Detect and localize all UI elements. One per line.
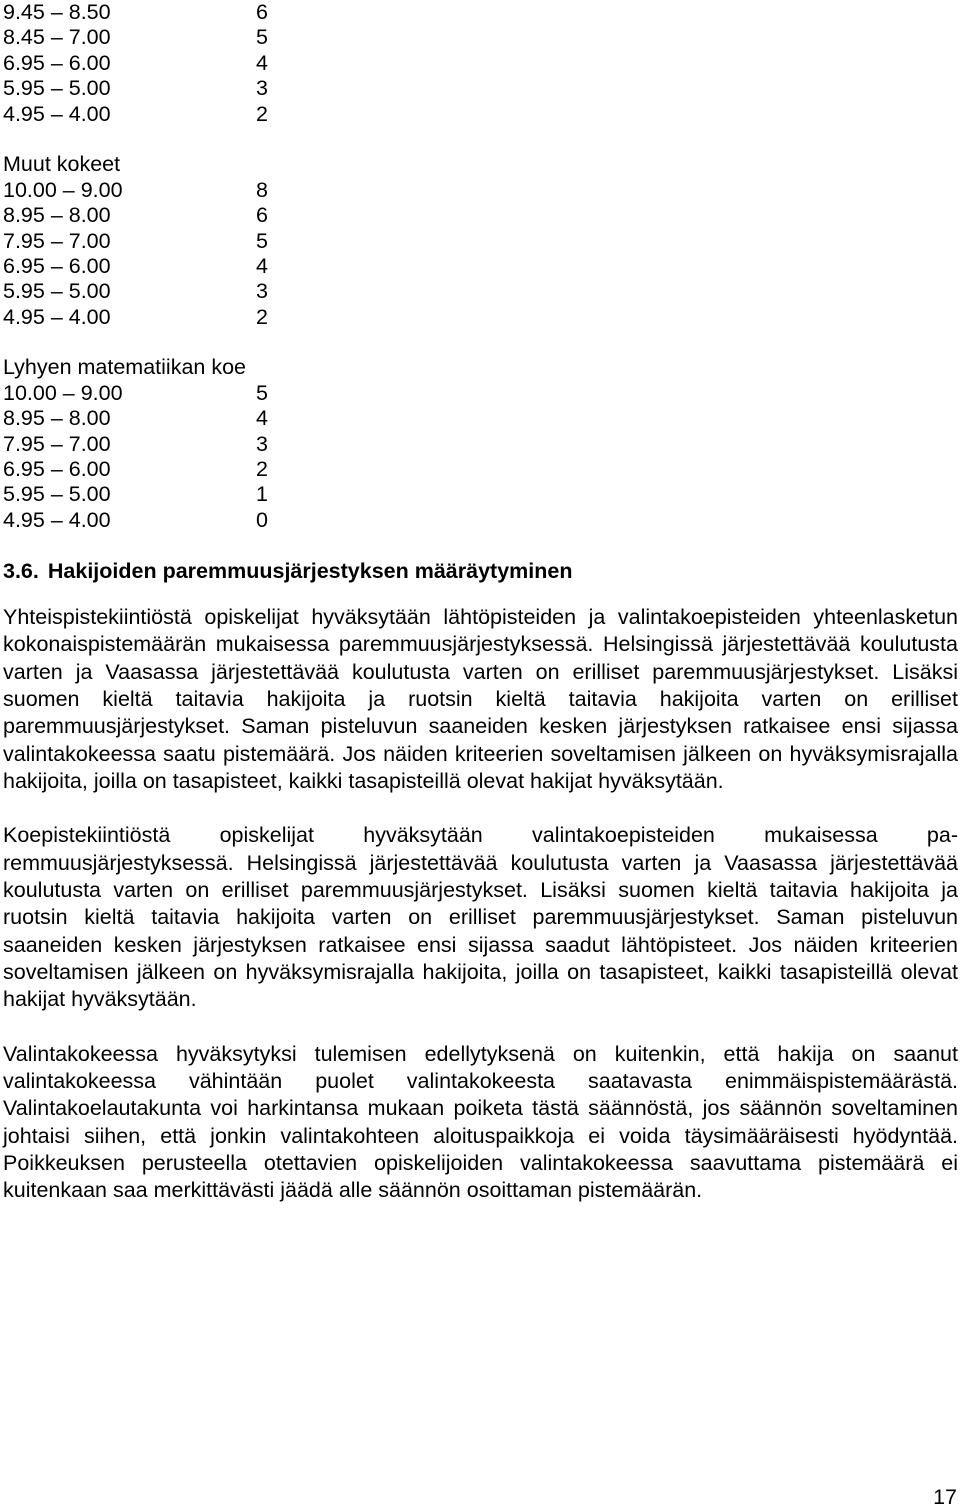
score-range: 6.95 – 6.00 <box>3 253 111 278</box>
score-points: 4 <box>256 253 268 278</box>
score-points: 5 <box>256 380 268 405</box>
score-points: 5 <box>256 228 268 253</box>
page-number: 17 <box>933 1485 957 1509</box>
score-row <box>3 203 958 228</box>
score-range: 4.95 – 4.00 <box>3 101 111 126</box>
score-points: 0 <box>256 507 268 532</box>
score-row <box>3 406 958 431</box>
score-row <box>3 508 958 533</box>
score-range: 10.00 – 9.00 <box>3 177 123 202</box>
score-range: 4.95 – 4.00 <box>3 507 111 532</box>
spacer <box>3 1013 958 1040</box>
score-points: 2 <box>256 304 268 329</box>
score-points: 8 <box>256 177 268 202</box>
score-row <box>3 482 958 507</box>
score-row <box>3 432 958 457</box>
score-table-other-exams <box>3 152 958 330</box>
body-paragraph: Koepistekiintiöstä opiskelijat hyväksytään valintakoepisteiden mukaisessa paremmuusjärjestyksessä. Helsingissä järjestettävää koulutusta varten ja Vaasassa järjestettävää koulutusta varten on erilliset paremmuusjärjestykset. Lisäksi suomen kieltä taitavia hakijoita ja ruotsin kieltä taitavia hakijoita varten on erilliset paremmuusjärjestykset. Saman pisteluvun saaneiden kesken järjestyksen ratkaisee ensi sijassa saadut lähtöpisteet. Jos näiden kriteerien soveltamisen jälkeen on hyväksymisrajalla hakijoita, joilla on tasapisteet, kaikki tasapisteillä olevat hakijat hyväksytään. <box>3 823 958 1012</box>
score-row <box>3 51 958 76</box>
score-table-short-math <box>3 355 958 533</box>
section-heading <box>3 559 958 584</box>
score-points: 4 <box>256 406 268 431</box>
score-range: 9.45 – 8.50 <box>3 0 111 24</box>
score-points: 1 <box>256 482 268 507</box>
score-range: 8.95 – 8.00 <box>3 203 111 228</box>
score-row <box>3 178 958 203</box>
score-points: 3 <box>256 431 268 456</box>
score-points: 2 <box>256 101 268 126</box>
spacer <box>3 795 958 822</box>
score-points: 2 <box>256 457 268 482</box>
body-paragraph: Valintakokeessa hyväksytyksi tulemisen edellytyksenä on kuitenkin, että hakija on saanut valintakokeessa vähintään puolet valintakokeesta saatavasta enimmäispistemäärästä. Valintakoelautakunta voi harkintansa mukaan poiketa tästä säännöstä, jos säännön soveltaminen johtaisi siihen, että jonkin valintakohteen aloituspaikkoja ei voida täysimääräisesti hyödyntää. Poikkeuksen perusteella otettavien opiskelijoiden valintakokeessa saavuttama pistemäärä ei kuitenkaan saa merkittävästi jäädä alle säännön osoittaman pistemäärän. <box>3 1041 958 1203</box>
score-row <box>3 279 958 304</box>
score-range: 5.95 – 5.00 <box>3 482 111 507</box>
score-row <box>3 305 958 330</box>
document-page <box>3 0 958 1205</box>
score-row <box>3 457 958 482</box>
body-paragraph: Yhteispistekiintiöstä opiskelijat hyväksytään lähtöpisteiden ja valintakoepisteiden yhteenlasketun kokonaispistemäärän mukaisessa paremmuusjärjestyksessä. Helsingissä järjestettävää koulutusta varten ja Vaasassa järjestettävää koulutusta varten on erilliset paremmuusjärjestykset. Lisäksi suomen kieltä taitavia hakijoita ja ruotsin kieltä taitavia hakijoita varten on erilliset paremmuusjärjestykset. Saman pisteluvun saaneiden kesken järjestyksen ratkaisee ensi sijassa valintakokeessa saatu pistemäärä. Jos näiden kriteerien soveltamisen jälkeen on hyväksymisrajalla hakijoita, joilla on tasapisteet, kaikki tasapisteillä olevat hakijat hyväksytään. <box>3 605 958 793</box>
score-range: 6.95 – 6.00 <box>3 457 111 482</box>
score-range: 6.95 – 6.00 <box>3 50 111 75</box>
score-range: 7.95 – 7.00 <box>3 228 111 253</box>
spacer <box>3 127 958 152</box>
score-table-title: Lyhyen matematiikan koe <box>3 355 246 380</box>
score-row <box>3 254 958 279</box>
score-range: 5.95 – 5.00 <box>3 76 111 101</box>
spacer <box>3 584 958 604</box>
section-number: 3.6. <box>3 558 39 583</box>
score-range: 10.00 – 9.00 <box>3 380 123 405</box>
score-points: 4 <box>256 50 268 75</box>
score-range: 4.95 – 4.00 <box>3 304 111 329</box>
score-range: 8.45 – 7.00 <box>3 25 111 50</box>
score-points: 6 <box>256 203 268 228</box>
score-row <box>3 229 958 254</box>
score-table-continued <box>3 0 958 127</box>
score-row <box>3 76 958 101</box>
score-points: 5 <box>256 25 268 50</box>
score-row <box>3 102 958 127</box>
score-range: 5.95 – 5.00 <box>3 279 111 304</box>
score-row <box>3 25 958 50</box>
score-range: 8.95 – 8.00 <box>3 406 111 431</box>
score-table-title: Muut kokeet <box>3 152 121 177</box>
score-points: 3 <box>256 279 268 304</box>
spacer <box>3 330 958 355</box>
score-points: 6 <box>256 0 268 24</box>
spacer <box>3 533 958 558</box>
score-row <box>3 381 958 406</box>
score-row <box>3 0 958 25</box>
score-points: 3 <box>256 76 268 101</box>
section-title: Hakijoiden paremmuusjärjestyksen määräytyminen <box>47 558 573 583</box>
score-range: 7.95 – 7.00 <box>3 431 111 456</box>
